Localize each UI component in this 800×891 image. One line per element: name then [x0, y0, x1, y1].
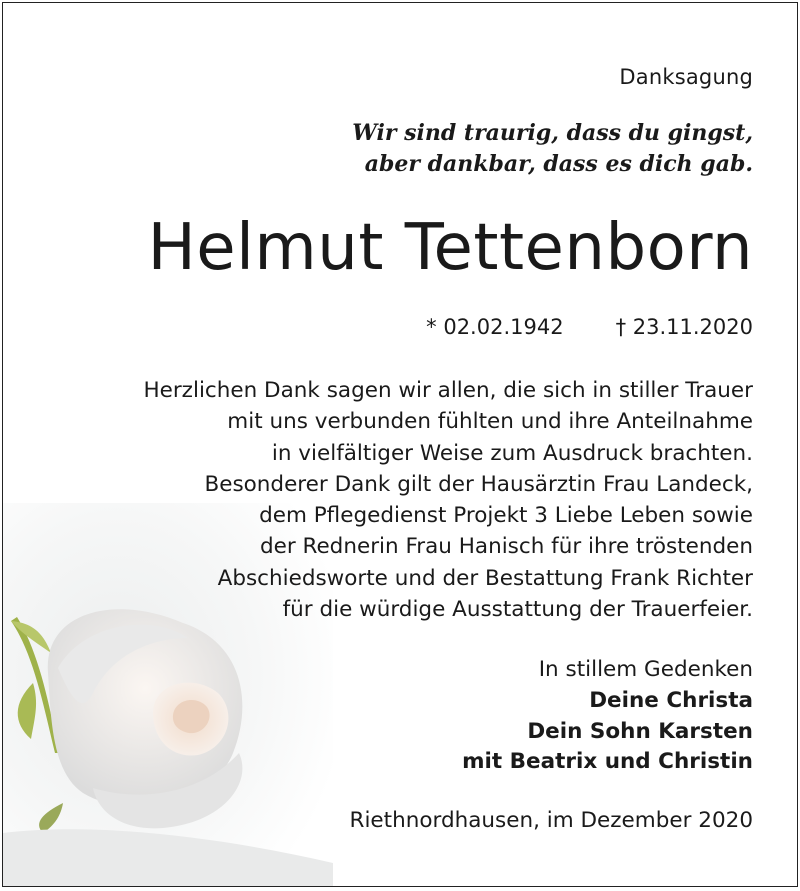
- text-line: der Rednerin Frau Hanisch für ihre tröstenden: [259, 534, 753, 560]
- obituary-notice: [2, 2, 798, 887]
- deceased-name: Helmut Tettenborn: [147, 211, 753, 285]
- quote: [352, 118, 753, 180]
- death-date: † 23.11.2020: [615, 315, 753, 339]
- quote-line: aber dankbar, dass es dich gab.: [364, 151, 753, 177]
- heading-danksagung: Danksagung: [619, 65, 753, 89]
- text-line: dem Pflegedienst Projekt 3 Liebe Leben sowie: [259, 503, 753, 529]
- birth-date: * 02.02.1942: [426, 315, 564, 339]
- signatory: Deine Christa: [589, 687, 753, 713]
- thanks-text: [143, 375, 753, 625]
- text-line: in vielfältiger Weise zum Ausdruck brachten.: [271, 440, 753, 466]
- text-line: Besonderer Dank gilt der Hausärztin Frau Landeck,: [204, 471, 753, 497]
- text-line: für die würdige Ausstattung der Trauerfeier.: [282, 597, 753, 623]
- life-dates: [426, 315, 753, 339]
- signatory: mit Beatrix und Christin: [462, 749, 753, 775]
- quote-line: Wir sind traurig, dass du gingst,: [352, 120, 753, 146]
- text-line: Abschiedsworte und der Bestattung Frank Richter: [217, 565, 753, 591]
- place-and-date: Riethnordhausen, im Dezember 2020: [349, 808, 753, 833]
- signatory: Dein Sohn Karsten: [527, 718, 753, 744]
- closing-block: [462, 655, 753, 778]
- text-line: mit uns verbunden fühlten und ihre Anteilnahme: [227, 409, 753, 435]
- closing-intro: In stillem Gedenken: [538, 657, 753, 682]
- text-line: Herzlichen Dank sagen wir allen, die sich in stiller Trauer: [143, 378, 753, 403]
